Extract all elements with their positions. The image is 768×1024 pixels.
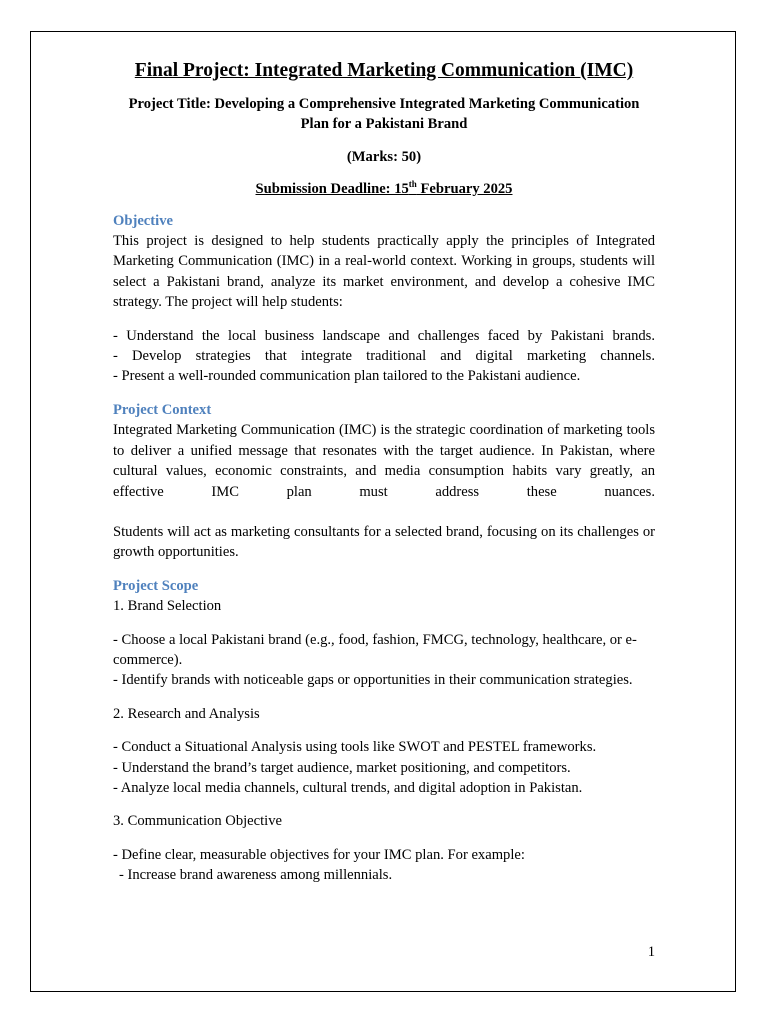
list-item: - Choose a local Pakistani brand (e.g., food, fashion, FMCG, technology, healthcare, or e-commerce). bbox=[113, 631, 637, 668]
deadline-prefix: Submission Deadline: 15 bbox=[255, 181, 409, 198]
scope-section-title: 1. Brand Selection bbox=[113, 598, 222, 615]
scope-section-items bbox=[113, 737, 655, 798]
context-paragraph-2: Students will act as marketing consultants for a selected brand, focusing on its challenges or growth opportunities. bbox=[113, 523, 655, 561]
objective-bullet: - Present a well-rounded communication plan tailored to the Pakistani audience. bbox=[113, 368, 581, 385]
list-item: - Analyze local media channels, cultural trends, and digital adoption in Pakistan. bbox=[113, 779, 583, 796]
page-number: 1 bbox=[647, 944, 655, 960]
objective-bullet: - Develop strategies that integrate traditional and digital marketing channels. bbox=[113, 348, 655, 365]
list-item: - Increase brand awareness among millennials. bbox=[119, 867, 393, 884]
objective-heading: Objective bbox=[113, 212, 173, 229]
scope-section-items bbox=[113, 845, 655, 886]
list-item: - Conduct a Situational Analysis using tools like SWOT and PESTEL frameworks. bbox=[113, 739, 597, 756]
document-body bbox=[113, 58, 655, 899]
deadline-suffix: February 2025 bbox=[416, 181, 513, 198]
scope-section-items bbox=[113, 630, 655, 691]
objective-paragraph: This project is designed to help students practically apply the principles of Integrated Marketing Communication (IMC) in a real-world context. Working in groups, students will select a Pakistani brand, analyze its market environment, and develop a cohesive IMC strategy. The project will help students: bbox=[113, 233, 655, 311]
submission-deadline bbox=[113, 179, 655, 199]
list-item: - Understand the brand’s target audience, market positioning, and competitors. bbox=[113, 759, 571, 776]
objective-bullets bbox=[113, 326, 655, 387]
scope-heading: Project Scope bbox=[113, 577, 199, 594]
scope-section-title: 3. Communication Objective bbox=[113, 813, 283, 830]
list-item: - Identify brands with noticeable gaps or opportunities in their communication strategies. bbox=[113, 672, 633, 689]
context-heading: Project Context bbox=[113, 401, 212, 418]
project-title: Project Title: Developing a Comprehensive Integrated Marketing Communication Plan for a Pakistani Brand bbox=[128, 96, 640, 133]
objective-bullet: - Understand the local business landscape and challenges faced by Pakistani brands. bbox=[113, 327, 655, 344]
marks: (Marks: 50) bbox=[346, 148, 422, 165]
list-item: - Define clear, measurable objectives for your IMC plan. For example: bbox=[113, 846, 525, 863]
context-paragraph: Integrated Marketing Communication (IMC) is the strategic coordination of marketing tools to deliver a unified message that resonates with the target audience. In Pakistan, where cultural values, economic constraints, and media consumption habits vary greatly, an effective IMC plan must address these nuances. bbox=[113, 422, 655, 500]
scope-section-title: 2. Research and Analysis bbox=[113, 705, 260, 722]
document-title: Final Project: Integrated Marketing Communication (IMC) bbox=[134, 60, 634, 81]
deadline-superscript: th bbox=[408, 179, 417, 190]
